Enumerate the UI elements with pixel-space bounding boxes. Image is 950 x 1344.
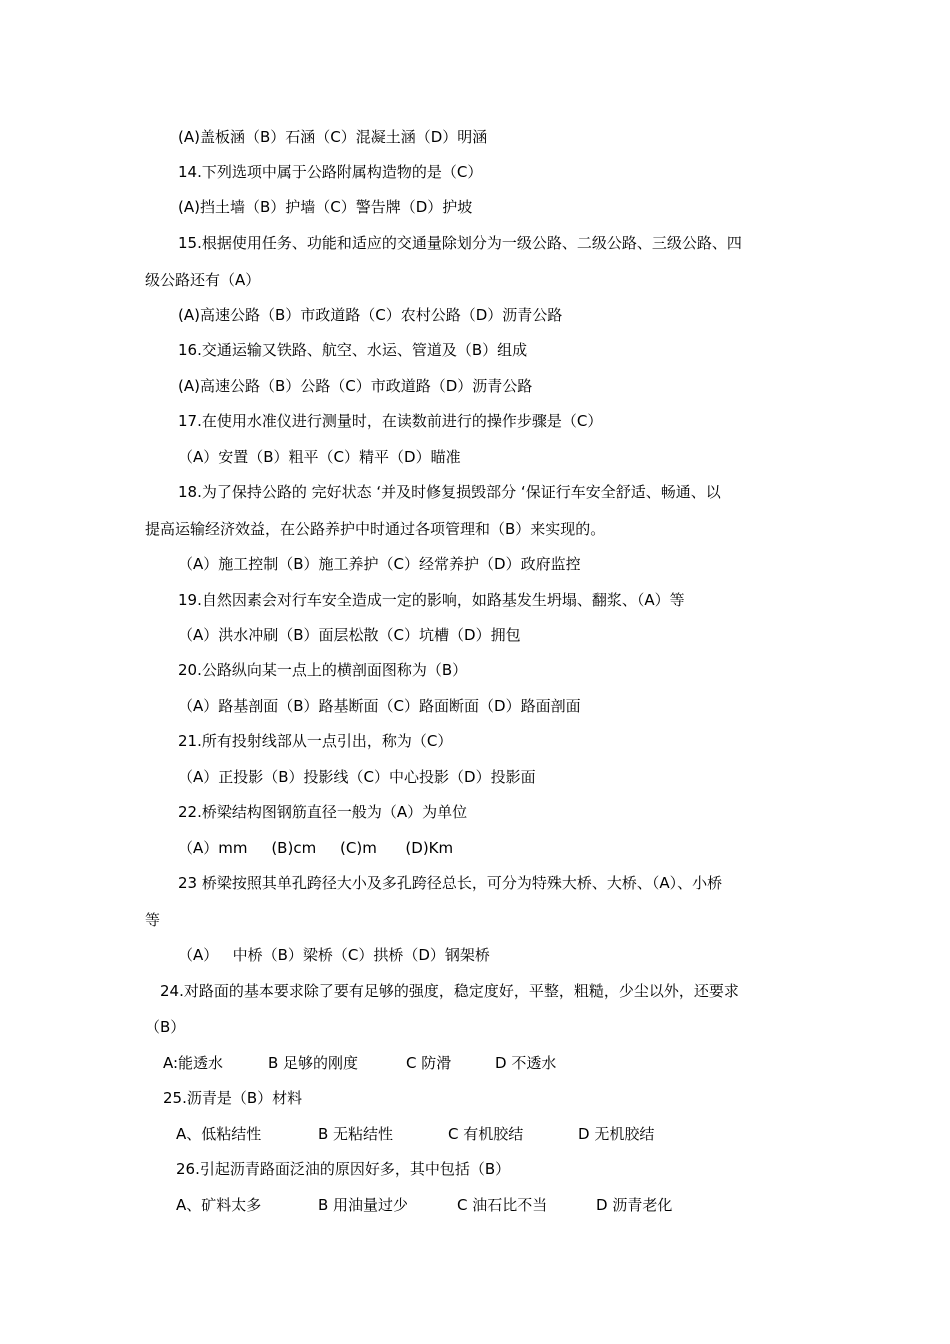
q25-option-d: D 无机胶结: [578, 1125, 655, 1143]
q17-stem: 17.在使用水准仪进行测量时，在读数前进行的操作步骤是（C）: [178, 412, 603, 430]
q26-option-c: C 油石比不当: [457, 1196, 548, 1214]
q26-option-b: B 用油量过少: [318, 1196, 409, 1214]
q22-options: （A）mm (B)cm (C)m (D)Km: [178, 839, 454, 857]
q24-option-a: A:能透水: [163, 1054, 224, 1072]
q21-options: （A）正投影（B）投影线（C）中心投影（D）投影面: [178, 768, 536, 786]
q25-stem: 25.沥青是（B）材料: [163, 1089, 303, 1107]
q26-stem: 26.引起沥青路面泛油的原因好多，其中包括（B）: [176, 1160, 511, 1178]
q13-options: (A)盖板涵（B）石涵（C）混凝土涵（D）明涵: [178, 128, 488, 146]
q15-options: (A)高速公路（B）市政道路（C）农村公路（D）沥青公路: [178, 306, 563, 324]
q23-stem: 23 桥梁按照其单孔跨径大小及多孔跨径总长，可分为特殊大桥、大桥、（A）、小桥: [178, 874, 723, 892]
q25-option-b: B 无粘结性: [318, 1125, 394, 1143]
q23-stem-cont: 等: [145, 911, 161, 929]
q26-option-d: D 沥青老化: [596, 1196, 673, 1214]
q24-option-b: B 足够的刚度: [268, 1054, 359, 1072]
q23-options: （A） 中桥（B）梁桥（C）拱桥（D）钢架桥: [178, 946, 490, 964]
q21-stem: 21.所有投射线部从一点引出，称为（C）: [178, 732, 453, 750]
q14-stem: 14.下列选项中属于公路附属构造物的是（C）: [178, 163, 483, 181]
q24-stem-cont: （B）: [145, 1018, 186, 1036]
q18-stem: 18.为了保持公路的 完好状态 ‘并及时修复损毁部分 ‘保证行车安全舒适、畅通、以: [178, 483, 721, 501]
q19-options: （A）洪水冲刷（B）面层松散（C）坑槽（D）拥包: [178, 626, 521, 644]
q18-options: （A）施工控制（B）施工养护（C）经常养护（D）政府监控: [178, 555, 581, 573]
q15-stem-cont: 级公路还有（A）: [145, 271, 261, 289]
q25-option-c: C 有机胶结: [448, 1125, 524, 1143]
q20-options: （A）路基剖面（B）路基断面（C）路面断面（D）路面剖面: [178, 697, 581, 715]
q20-stem: 20.公路纵向某一点上的横剖面图称为（B）: [178, 661, 468, 679]
q15-stem: 15.根据使用任务、功能和适应的交通量除划分为一级公路、二级公路、三级公路、四: [178, 234, 742, 252]
q18-stem-cont: 提高运输经济效益，在公路养护中时通过各项管理和（B）来实现的。: [145, 520, 606, 538]
q24-option-d: D 不透水: [495, 1054, 557, 1072]
q17-options: （A）安置（B）粗平（C）精平（D）瞄准: [178, 448, 461, 466]
q25-option-a: A、低粘结性: [176, 1125, 262, 1143]
q22-stem: 22.桥梁结构图钢筋直径一般为（A）为单位: [178, 803, 468, 821]
q24-stem: 24.对路面的基本要求除了要有足够的强度，稳定度好，平整，粗糙，少尘以外，还要求: [160, 982, 739, 1000]
q14-options: (A)挡土墙（B）护墙（C）警告牌（D）护坡: [178, 198, 473, 216]
q24-option-c: C 防滑: [406, 1054, 452, 1072]
q16-stem: 16.交通运输又铁路、航空、水运、管道及（B）组成: [178, 341, 528, 359]
q26-option-a: A、矿料太多: [176, 1196, 262, 1214]
q16-options: (A)高速公路（B）公路（C）市政道路（D）沥青公路: [178, 377, 533, 395]
q19-stem: 19.自然因素会对行车安全造成一定的影响，如路基发生坍塌、翻浆、（A）等: [178, 591, 685, 609]
